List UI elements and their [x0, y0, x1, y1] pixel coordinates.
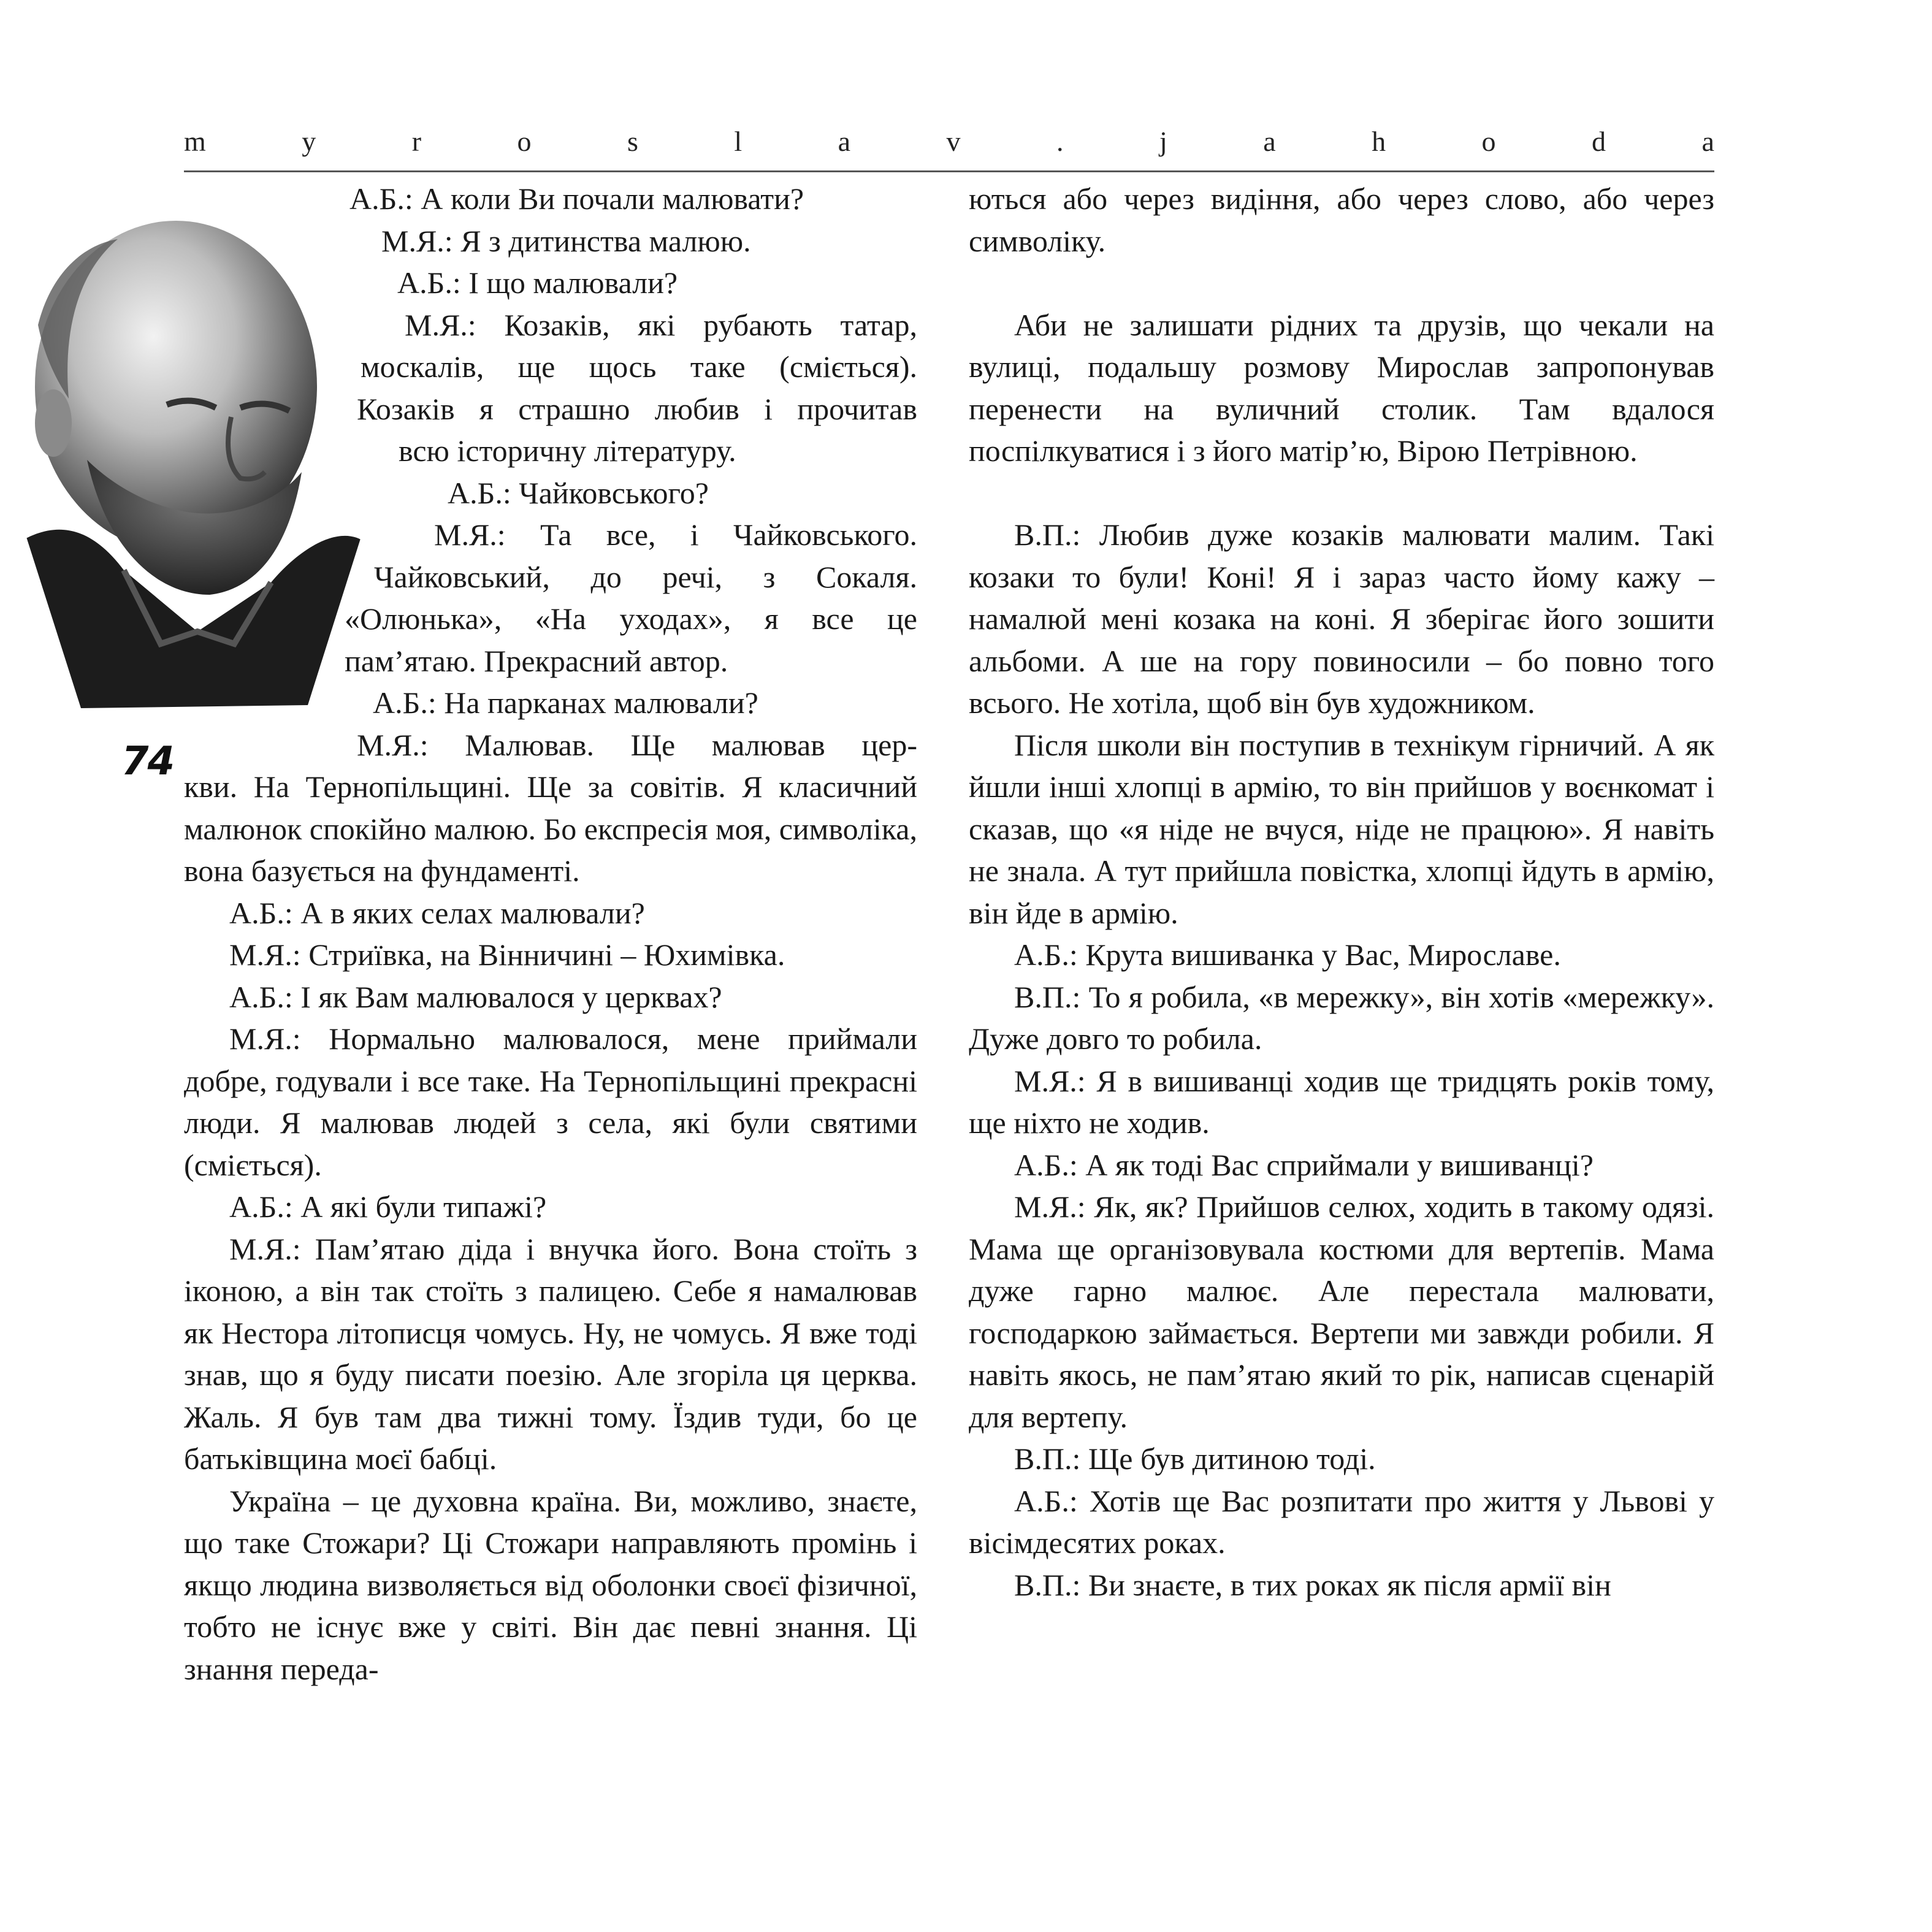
- header-letter: j: [1159, 125, 1167, 157]
- text-line: М.Я.: Козаків, які рубають татар,: [405, 307, 917, 342]
- paragraph: А.Б.: Крута вишиванка у Вас, Мирославе.: [1014, 937, 1561, 972]
- header-letter: h: [1372, 125, 1386, 157]
- paragraph: М.Я.: Нормально малювалося, мене приймали добре, годували і все таке. На Тернопільщині прекрасні люди. Я малював людей з села, які були святими (сміється).: [184, 1021, 917, 1182]
- header-letter: o: [517, 125, 532, 157]
- header-letter: l: [734, 125, 743, 157]
- paragraph: А.Б.: А які були типажі?: [229, 1189, 547, 1224]
- paragraph: М.Я.: Пам’ятаю діда і внучка його. Вона стоїть з іконою, а він так стоїть з палицею. Себе я намалював як Нестора літописця чомусь. Ну, не чомусь. Я вже тоді знав, що я буду писати поезію. Але згоріла ця церква. Жаль. Я був там два тижні тому. Їздив туди, бо це батьківщина моєї бабці.: [184, 1231, 917, 1476]
- paragraph: М.Я.: Стриївка, на Вінничині – Юхимівка.: [229, 937, 785, 972]
- text-line: пам’ятаю. Прекрасний автор.: [345, 643, 728, 678]
- text-line: Козаків я страшно любив і прочитав: [357, 391, 917, 426]
- text-line: А.Б.: І що малювали?: [397, 265, 678, 300]
- paragraph: В.П.: Любив дуже козаків малювати малим. Такі козаки то були! Коні! Я і зараз часто йому кажу – намалюй мені козака на коні. Я зберігає його зошити альбоми. А ше на гору повиносили – бо повно того всього. Не хотіла, щоб він був художником.: [969, 517, 1714, 720]
- paragraph: М.Я.: Як, як? Прийшов селюх, ходить в такому одязі. Мама ще організовувала костюми для вертепів. Мама дуже гарно малює. Але перестала малювати, господаркою займається. Вертепи ми завжди робили. Я навіть якось, не пам’ятаю який то рік, написав сценарій для вертепу.: [969, 1189, 1714, 1434]
- paragraph: В.П.: Ви знаєте, в тих роках як після армії він: [1014, 1567, 1611, 1602]
- paragraph-spacer: [969, 262, 1714, 304]
- header-letter: .: [1056, 125, 1064, 157]
- paragraph: кви. На Тернопільщині. Ще за совітів. Я класичний малюнок спокійно малюю. Бо експресія моя, символіка, вона базується на фундаменті.: [184, 769, 917, 888]
- paragraph: А.Б.: І як Вам малювалося у церквах?: [229, 979, 722, 1014]
- paragraph: Україна – це духовна країна. Ви, можливо, знаєте, що таке Стожари? Ці Стожари направляють промінь і якщо людина визволяється від оболонки своєї фізичної, тобто не існує вже у світі. Він дає певні знання. Ці знання переда-: [184, 1483, 917, 1686]
- right-column-paragraphs: [969, 178, 1714, 1606]
- header-rule: [184, 170, 1714, 172]
- paragraph: Аби не залишати рідних та друзів, що чекали на вулиці, подальшу розмову Мирослав запропонував перенести на вуличний столик. Там вдалося поспілкуватися і з його матір’ю, Вірою Петрівною.: [969, 307, 1714, 468]
- text-line: «Олюнька», «На уходах», я все це: [345, 601, 917, 636]
- paragraph: А.Б.: Хотів ще Вас розпитати про життя у Львові у вісімдесятих роках.: [969, 1483, 1714, 1560]
- text-line: М.Я.: Я з дитинства малюю.: [381, 223, 751, 258]
- left-column: [184, 178, 917, 1690]
- header-letter: m: [184, 125, 206, 157]
- text-wrap-around-photo: [184, 178, 917, 766]
- text-line: М.Я.: Та все, і Чайковського.: [434, 517, 917, 552]
- paragraph: М.Я.: Я в вишиванці ходив ще тридцять років тому, ще ніхто не ходив.: [969, 1063, 1714, 1140]
- header-letter: y: [302, 125, 316, 157]
- header-letter: a: [1263, 125, 1276, 157]
- left-column-paragraphs: [184, 766, 917, 1690]
- page-number: 74: [121, 739, 174, 784]
- right-column: [969, 178, 1714, 1606]
- text-line: москалів, ще щось таке (сміється).: [361, 349, 917, 384]
- header-letter: v: [946, 125, 961, 157]
- text-line: А.Б.: Чайковського?: [448, 475, 709, 510]
- text-line: А.Б.: На парканах малювали?: [373, 685, 758, 720]
- running-header: [184, 116, 1714, 166]
- paragraph: В.П.: То я робила, «в мережку», він хотів «мережку». Дуже довго то робила.: [969, 979, 1714, 1056]
- text-line: А.Б.: А коли Ви почали малювати?: [349, 181, 804, 216]
- paragraph: А.Б.: А в яких селах малювали?: [229, 895, 645, 930]
- paragraph: Після школи він поступив в технікум гірничий. А як йшли інші хлопці в армію, то він прийшов у воєнкомат і сказав, що «я ніде не вчуся, ніде не працюю». Я навіть не знала. А тут прийшла повістка, хлопці йдуть в армію, він йде в армію.: [969, 727, 1714, 930]
- header-letter: r: [411, 125, 422, 157]
- header-letter: a: [838, 125, 851, 157]
- paragraph: А.Б.: А як тоді Вас сприймали у вишиванці?: [1014, 1147, 1594, 1182]
- header-letter: s: [627, 125, 638, 157]
- header-letter: o: [1481, 125, 1496, 157]
- header-letter: a: [1701, 125, 1714, 157]
- paragraph-spacer: [969, 472, 1714, 514]
- paragraph: В.П.: Ще був дитиною тоді.: [1014, 1441, 1376, 1476]
- paragraph: ються або через видіння, або через слово, або через символіку.: [969, 181, 1714, 258]
- text-line: всю історичну літературу.: [399, 433, 736, 468]
- header-letter: d: [1592, 125, 1606, 157]
- text-line: Чайковський, до речі, з Сокаля.: [374, 559, 917, 594]
- text-line: М.Я.: Малював. Ще малював цер-: [357, 727, 917, 762]
